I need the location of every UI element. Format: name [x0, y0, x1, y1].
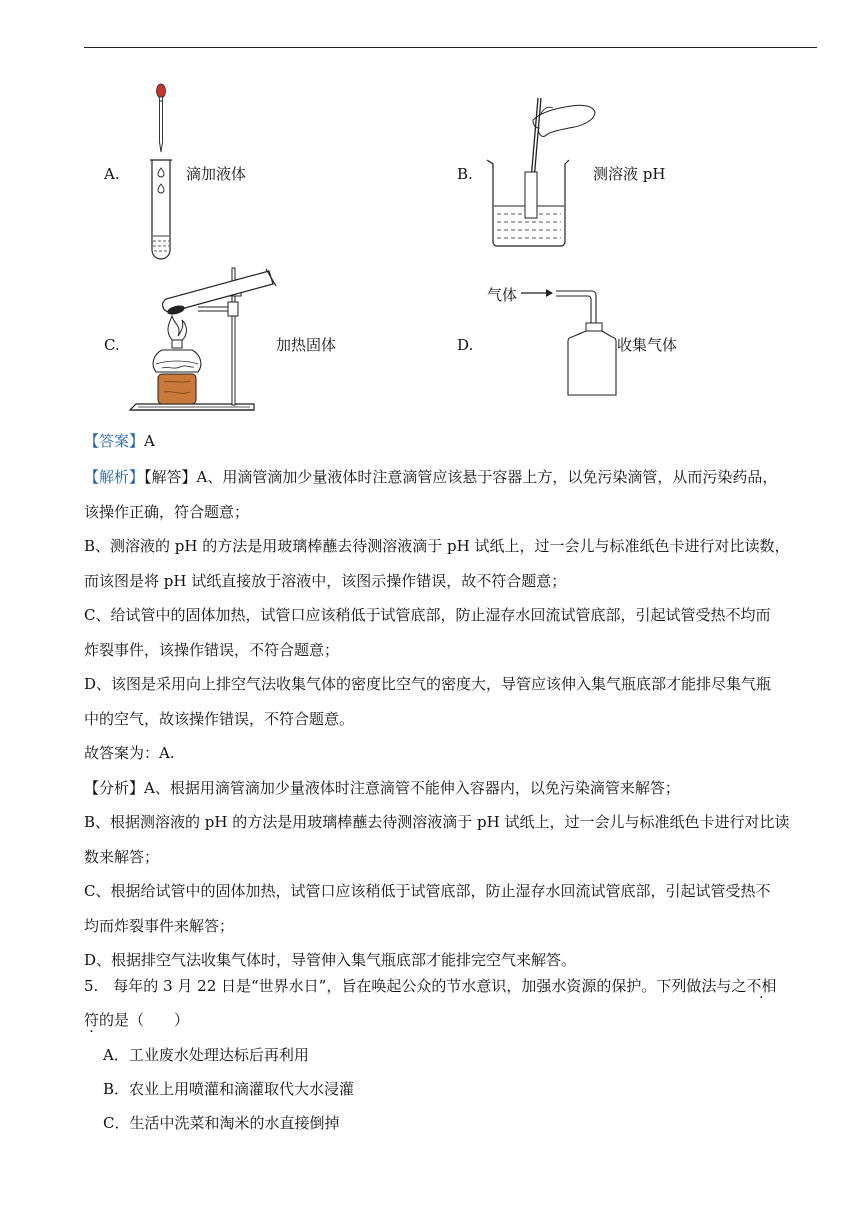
- analysis-line: [84, 633, 820, 668]
- analysis-text: 炸裂事件，该操作错误，不符合题意；: [84, 640, 340, 659]
- analysis-text: 故答案为：A.: [84, 744, 175, 762]
- analysis-text: B、测溶液的 pH 的方法是用玻璃棒蘸去待测溶液滴于 pH 试纸上，过一会儿与标准纸色卡进行对比读数，: [84, 537, 790, 555]
- option-d-letter: D.: [457, 336, 474, 354]
- analysis-line: [84, 598, 820, 633]
- analysis-block: [84, 460, 820, 978]
- choice-c: C．生活中洗菜和淘米的水直接倒掉: [103, 1114, 340, 1132]
- analysis-line: [84, 771, 820, 806]
- choice-a: A．工业废水处理达标后再利用: [103, 1046, 309, 1064]
- heating-solid-figure: [128, 264, 278, 421]
- analysis-line: [84, 667, 820, 702]
- analysis-tag: 【解析】: [84, 468, 145, 486]
- analysis-text: 中的空气，故该操作错误，不符合题意。: [84, 709, 355, 728]
- analysis-text: 均而炸裂事件来解答；: [84, 916, 235, 935]
- analysis-line: [84, 564, 820, 599]
- option-d-text: 收集气体: [617, 336, 678, 354]
- option-b-text: 测溶液 pH: [593, 165, 666, 183]
- option-c-letter: C.: [104, 336, 120, 354]
- question5-text: 的是（ ）: [99, 1011, 190, 1029]
- analysis-line: [84, 805, 820, 840]
- analysis-line: [84, 495, 820, 530]
- analysis-line: [84, 840, 820, 875]
- analysis-text: 而该图是将 pH 试纸直接放于溶液中，该图示操作错误，故不符合题意；: [84, 571, 567, 590]
- dropper-test-tube-figure: [140, 82, 185, 264]
- analysis-line: [84, 909, 820, 944]
- option-c-text: 加热固体: [276, 336, 337, 354]
- analysis-line: [84, 702, 820, 737]
- answer-line: [84, 431, 155, 451]
- analysis-text: 该操作正确，符合题意；: [84, 502, 250, 521]
- question5-stem: [84, 976, 776, 996]
- gas-collection-figure: [518, 287, 618, 399]
- answer-value: A: [144, 432, 155, 450]
- option-a-text: 滴加液体: [186, 165, 247, 183]
- option-b-letter: B.: [457, 165, 473, 183]
- analysis-line: [84, 874, 820, 909]
- analysis-line: [84, 736, 820, 771]
- gas-label: 气体: [487, 286, 518, 304]
- beaker-ph-figure: [483, 92, 598, 250]
- option-a-letter: A.: [104, 165, 120, 183]
- analysis-line: [84, 460, 820, 495]
- answer-tag: 【答案】: [84, 432, 145, 450]
- analysis-line: [84, 943, 820, 978]
- choice-b: B．农业上用喷灌和滴灌取代大水浸灌: [103, 1080, 355, 1098]
- analysis-text: B、根据测溶液的 pH 的方法是用玻璃棒蘸去待测溶液滴于 pH 试纸上，过一会儿与标准纸色卡进行对比读: [84, 813, 790, 831]
- analysis-text: C、根据给试管中的固体加热，试管口应该稍低于试管底部，防止湿存水回流试管底部，引起试管受热不: [84, 882, 771, 900]
- analysis-text: D、该图是采用向上排空气法收集气体的密度比空气的密度大，导管应该伸入集气瓶底部才能排尽集气瓶: [84, 675, 772, 693]
- analysis-text: 【解答】A、用滴管滴加少量液体时注意滴管应该悬于容器上方，以免污染滴管，从而污染药品，: [144, 468, 778, 486]
- analysis-text: 【分析】A、根据用滴管滴加少量液体时注意滴管不能伸入容器内，以免污染滴管来解答；: [84, 778, 680, 797]
- question5-stem-cont: [84, 1010, 189, 1030]
- question5-emphasis: 符: [84, 1011, 100, 1029]
- analysis-text: C、给试管中的固体加热，试管口应该稍低于试管底部，防止湿存水回流试管底部，引起试管受热不均而: [84, 606, 771, 624]
- analysis-line: [84, 529, 820, 564]
- header-rule: [84, 47, 817, 48]
- analysis-text: 数来解答；: [84, 847, 160, 866]
- question5-text: 5. 每年的 3 月 22 日是“世界水日”，旨在唤起公众的节水意识，加强水资源的保护。下列做法与之: [84, 977, 747, 995]
- question5-emphasis: 不相: [746, 977, 777, 995]
- analysis-text: D、根据排空气法收集气体时，导管伸入集气瓶底部才能排完空气来解答。: [84, 951, 577, 969]
